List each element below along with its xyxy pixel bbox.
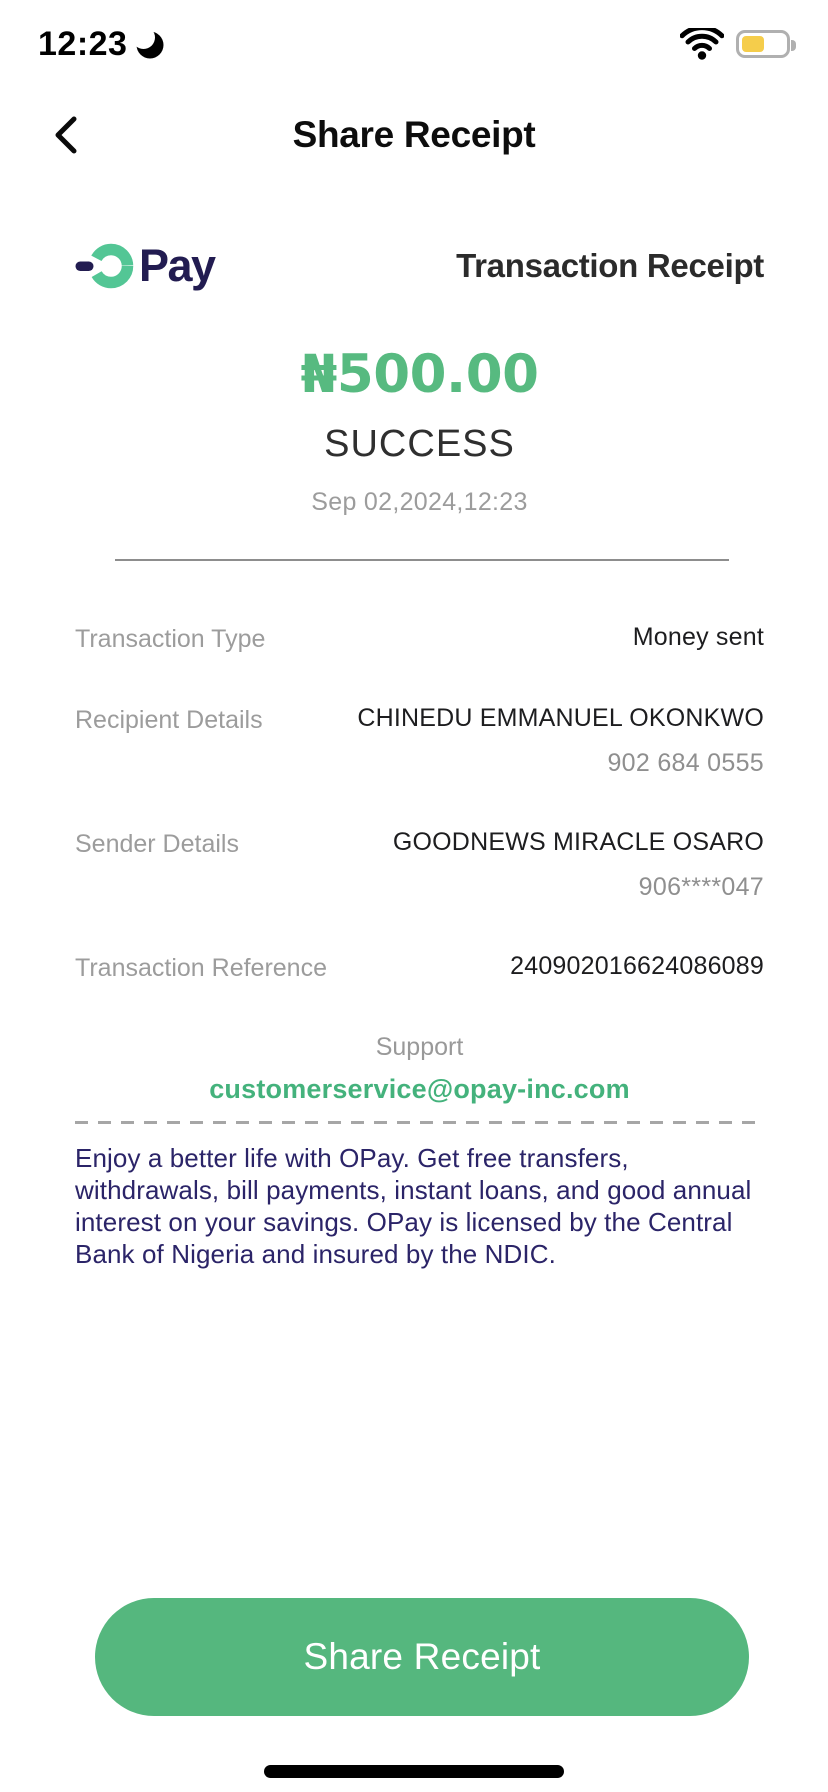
detail-row-sender (75, 828, 764, 902)
opay-ring-icon (75, 240, 137, 292)
footer-note: Enjoy a better life with OPay. Get free transfers, withdrawals, bill payments, instant loans, and good annual interest on your savings. OPay is licensed by the Central Bank of Nigeria and insured by the NDIC. (75, 1143, 752, 1269)
detail-row-reference (75, 952, 764, 983)
divider (115, 559, 729, 561)
detail-label: Sender Details (75, 830, 239, 858)
detail-sub-value: 902 684 0555 (607, 749, 764, 777)
nav-header (0, 104, 828, 166)
detail-row-recipient (75, 704, 764, 778)
detail-value-group (357, 704, 764, 778)
detail-label: Transaction Type (75, 625, 266, 653)
wifi-icon (680, 28, 724, 61)
transaction-details (75, 623, 764, 983)
support-email-link[interactable]: customerservice@opay-inc.com (209, 1074, 630, 1104)
share-receipt-button[interactable]: Share Receipt (95, 1598, 749, 1716)
chevron-left-icon (51, 114, 81, 156)
status-bar (0, 0, 828, 64)
detail-value-group (393, 828, 764, 902)
battery-fill (742, 36, 764, 52)
detail-label: Recipient Details (75, 706, 263, 734)
support-label: Support (375, 1033, 464, 1061)
moon-icon (133, 27, 167, 61)
battery-nub (791, 40, 796, 51)
page-title: Share Receipt (292, 114, 536, 155)
receipt-heading: Transaction Receipt (456, 247, 764, 284)
status-time: 12:23 (38, 24, 128, 63)
back-button[interactable] (46, 114, 86, 158)
detail-row-transaction-type (75, 623, 764, 654)
detail-value: GOODNEWS MIRACLE OSARO (392, 828, 764, 856)
detail-sub-value: 906****047 (638, 873, 764, 901)
opay-logo (75, 240, 215, 292)
status-bar-left (38, 25, 167, 64)
home-indicator[interactable] (264, 1765, 564, 1778)
detail-value-group (510, 952, 764, 981)
receipt-brand-row (75, 240, 764, 292)
battery-icon (736, 30, 790, 58)
dashed-divider (75, 1121, 764, 1124)
receipt-card (0, 240, 828, 1270)
support-block (75, 1033, 764, 1105)
detail-label: Transaction Reference (75, 954, 327, 982)
detail-value: 240902016624086089 (510, 952, 764, 980)
detail-value-group (633, 623, 764, 652)
detail-value: CHINEDU EMMANUEL OKONKWO (357, 704, 764, 732)
transaction-status: SUCCESS (324, 423, 515, 465)
transaction-datetime: Sep 02,2024,12:23 (311, 488, 528, 516)
opay-logo-text: Pay (139, 240, 215, 291)
detail-value: Money sent (632, 623, 764, 651)
status-bar-right (680, 28, 798, 61)
transaction-amount: ₦500.00 (300, 344, 539, 405)
